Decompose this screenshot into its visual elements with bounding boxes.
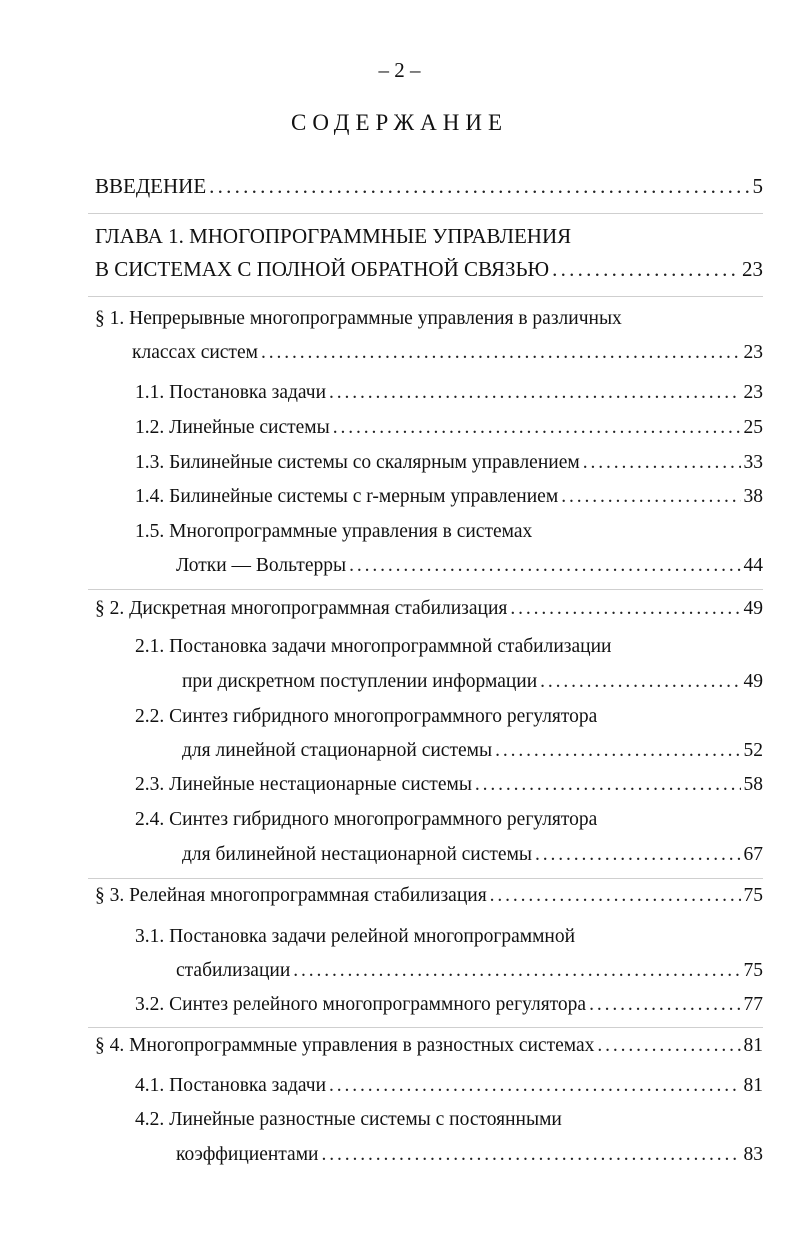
toc-entry-title: 1.4. Билинейные системы с r-мерным управлением <box>135 486 559 507</box>
toc-entry-1-1 <box>135 383 763 403</box>
toc-page-number: 23 <box>743 382 763 403</box>
toc-entry-title: 2.3. Линейные нестационарные системы <box>135 774 472 795</box>
toc-entry-title: 3.2. Синтез релейного многопрограммного регулятора <box>135 994 587 1015</box>
leader-dots <box>561 487 740 507</box>
toc-entry-section-2 <box>95 599 763 619</box>
toc-entry-section-4 <box>95 1036 763 1056</box>
toc-page-number: 49 <box>743 671 763 692</box>
toc-page-number: 5 <box>752 174 763 198</box>
toc-page-number: 49 <box>743 598 763 619</box>
toc-page-number: 67 <box>743 844 763 865</box>
toc-entry-4-2 <box>176 1145 763 1165</box>
toc-page-number: 38 <box>743 486 763 507</box>
leader-dots <box>321 1145 740 1165</box>
toc-entry-intro <box>95 176 763 197</box>
leader-dots <box>333 418 741 438</box>
toc-entry-2-3 <box>135 775 763 795</box>
divider <box>88 589 763 590</box>
toc-entry-4-1 <box>135 1076 763 1096</box>
toc-entry-2-2 <box>182 741 763 761</box>
toc-entry-2-2-line1: 2.2. Синтез гибридного многопрограммного регулятора <box>135 706 598 727</box>
toc-page-number: 52 <box>743 740 763 761</box>
toc-entry-section-3 <box>95 886 763 906</box>
toc-entry-3-1 <box>176 961 763 981</box>
toc-entry-2-4 <box>182 845 763 865</box>
toc-entry-title: § 2. Дискретная многопрограммная стабилизация <box>95 598 508 619</box>
toc-page-number: 33 <box>743 452 763 473</box>
toc-page-number: 25 <box>743 417 763 438</box>
toc-entry-1-3 <box>135 453 763 473</box>
toc-entry-3-1-line1: 3.1. Постановка задачи релейной многопрограммной <box>135 926 576 947</box>
toc-chapter-1-line1: ГЛАВА 1. МНОГОПРОГРАММНЫЕ УПРАВЛЕНИЯ <box>95 224 572 248</box>
toc-entry-title: § 3. Релейная многопрограммная стабилизация <box>95 885 487 906</box>
page-number: – 2 – <box>378 58 421 82</box>
toc-page-number: 23 <box>742 257 763 281</box>
toc-entry-title: для линейной стационарной системы <box>182 740 493 761</box>
page-title: СОДЕРЖАНИЕ <box>290 110 508 135</box>
toc-entry-title: § 4. Многопрограммные управления в разностных системах <box>95 1035 595 1056</box>
leader-dots <box>490 886 741 906</box>
toc-entry-4-2-line1: 4.2. Линейные разностные системы с постоянными <box>135 1109 562 1130</box>
leader-dots <box>540 672 740 692</box>
toc-entry-title: 4.1. Постановка задачи <box>135 1075 327 1096</box>
divider <box>88 213 763 214</box>
leader-dots <box>495 741 740 761</box>
toc-entry-1-5-line1: 1.5. Многопрограммные управления в системах <box>135 521 533 542</box>
toc-page-number: 83 <box>743 1144 763 1165</box>
toc-page-number: 75 <box>743 885 763 906</box>
leader-dots <box>535 845 740 865</box>
toc-page-number: 23 <box>743 342 763 363</box>
toc-entry-title: классах систем <box>132 342 258 363</box>
divider <box>88 296 763 297</box>
toc-section-1-line1: § 1. Непрерывные многопрограммные управления в различных <box>95 308 622 329</box>
leader-dots <box>261 343 741 363</box>
leader-dots <box>475 775 741 795</box>
toc-entry-chapter-1 <box>95 259 763 280</box>
toc-entry-title: 1.2. Линейные системы <box>135 417 330 438</box>
leader-dots <box>349 556 740 576</box>
toc-entry-title: при дискретном поступлении информации <box>182 671 538 692</box>
toc-entry-title: Лотки — Вольтерры <box>176 555 347 576</box>
leader-dots <box>329 1076 740 1096</box>
toc-entry-2-1 <box>182 672 763 692</box>
toc-entry-title: 1.1. Постановка задачи <box>135 382 327 403</box>
toc-entry-1-5 <box>176 556 763 576</box>
toc-page-number: 77 <box>743 994 763 1015</box>
toc-entry-title: 1.3. Билинейные системы со скалярным управлением <box>135 452 580 473</box>
toc-entry-2-1-line1: 2.1. Постановка задачи многопрограммной стабилизации <box>135 636 612 657</box>
toc-entry-2-4-line1: 2.4. Синтез гибридного многопрограммного регулятора <box>135 809 598 830</box>
leader-dots <box>209 176 749 197</box>
leader-dots <box>329 383 740 403</box>
leader-dots <box>583 453 741 473</box>
toc-entry-title: для билинейной нестационарной системы <box>182 844 533 865</box>
divider <box>88 1027 763 1028</box>
toc-entry-3-2 <box>135 995 763 1015</box>
toc-page-number: 44 <box>743 555 763 576</box>
toc-entry-1-4 <box>135 487 763 507</box>
toc-page-number: 81 <box>743 1075 763 1096</box>
toc-page-number: 81 <box>743 1035 763 1056</box>
leader-dots <box>552 259 739 280</box>
leader-dots <box>293 961 740 981</box>
toc-entry-1-2 <box>135 418 763 438</box>
toc-entry-section-1 <box>132 343 763 363</box>
leader-dots <box>510 599 740 619</box>
leader-dots <box>589 995 740 1015</box>
leader-dots <box>597 1036 740 1056</box>
divider <box>88 878 763 879</box>
toc-entry-title: коэффициентами <box>176 1144 319 1165</box>
toc-entry-title: стабилизации <box>176 960 291 981</box>
toc-entry-title: В СИСТЕМАХ С ПОЛНОЙ ОБРАТНОЙ СВЯЗЬЮ <box>95 257 550 281</box>
toc-entry-title: ВВЕДЕНИЕ <box>95 174 207 198</box>
toc-page-number: 75 <box>743 960 763 981</box>
toc-page-number: 58 <box>743 774 763 795</box>
